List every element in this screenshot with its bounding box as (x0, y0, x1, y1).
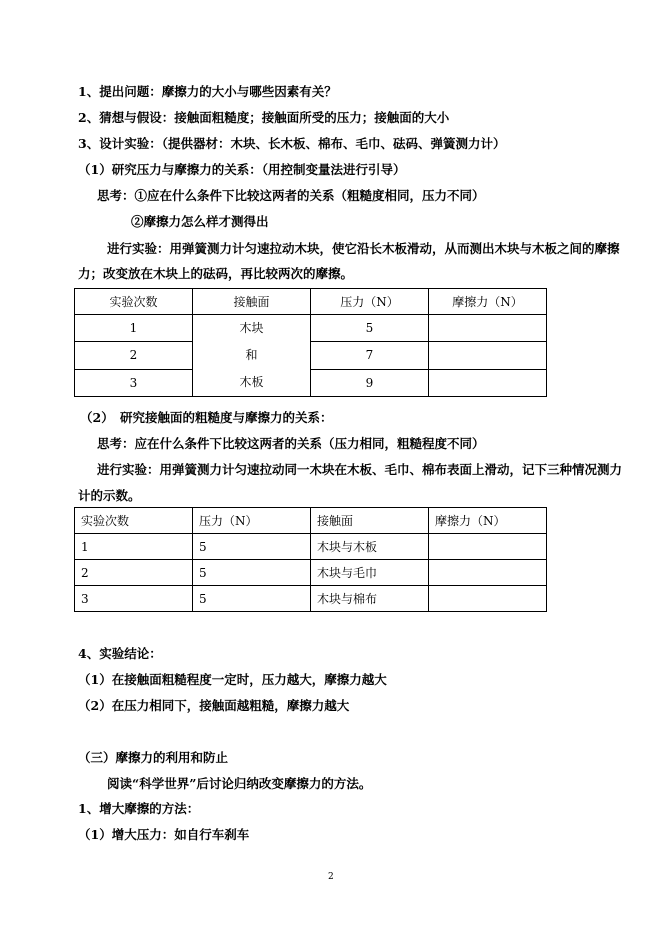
experiment1-line: 进行实验：用弹簧测力计匀速拉动木块，使它沿长木板滑动，从而测出木块与木板之间的摩擦 (107, 241, 620, 256)
think1-line: 思考：①应在什么条件下比较这两者的关系（粗糙度相同，压力不同） (97, 188, 485, 203)
table-row (75, 342, 547, 369)
table-header-cell: 压力（N） (311, 289, 429, 315)
section3-heading: （三）摩擦力的利用和防止 (78, 750, 229, 765)
reading-line: 阅读“科学世界”后讨论归纳改变摩擦力的方法。 (107, 776, 372, 791)
friction-cell (429, 586, 547, 612)
question-line: 1、提出问题：摩擦力的大小与哪些因素有关？ (78, 84, 337, 99)
trial-cell: 2 (75, 342, 193, 369)
table-header-cell: 实验次数 (75, 508, 193, 534)
increase-pressure-line: （1）增大压力：如自行车刹车 (78, 827, 250, 842)
table-header-cell: 实验次数 (75, 289, 193, 315)
table-header-row (75, 289, 547, 315)
pressure-cell: 5 (193, 534, 311, 560)
trial-cell: 3 (75, 369, 193, 396)
design-line: 3、设计实验：（提供器材：木块、长木板、棉布、毛巾、砝码、弹簧测力计） (78, 136, 506, 151)
trial-cell: 1 (75, 315, 193, 342)
trial-cell: 3 (75, 586, 193, 612)
think2-line: ②摩擦力怎么样才测得出 (131, 214, 269, 229)
increase-friction-heading: 1、增大摩擦的方法： (78, 801, 200, 816)
friction-cell (429, 560, 547, 586)
table-row (75, 586, 547, 612)
page-number: 2 (328, 872, 334, 882)
trial-cell: 1 (75, 534, 193, 560)
table-row (75, 315, 547, 342)
table-header-cell: 压力（N） (193, 508, 311, 534)
pressure-table (74, 288, 547, 397)
surface-merged-cell (193, 315, 311, 397)
pressure-cell: 5 (193, 586, 311, 612)
think3-line: 思考：应在什么条件下比较这两者的关系（压力相同，粗糙程度不同） (97, 436, 485, 451)
surface-line: 木板 (239, 375, 264, 389)
experiment2-line: 进行实验：用弹簧测力计匀速拉动同一木块在木板、毛巾、棉布表面上滑动，记下三种情况测力 (97, 462, 623, 477)
table-header-row (75, 508, 547, 534)
hypothesis-line: 2、猜想与假设：接触面粗糙度；接触面所受的压力；接触面的大小 (78, 110, 450, 125)
surface-cell: 木块与毛巾 (311, 560, 429, 586)
experiment2-cont: 计的示数。 (78, 488, 141, 503)
pressure-cell: 9 (311, 369, 429, 396)
conclusion-heading: 4、实验结论： (78, 646, 162, 661)
table-row (75, 369, 547, 396)
friction-cell (429, 342, 547, 369)
study1-heading: （1）研究压力与摩擦力的关系：（用控制变量法进行引导） (78, 162, 406, 177)
friction-cell (429, 369, 547, 396)
table-row (75, 534, 547, 560)
table-row (75, 560, 547, 586)
surface-line: 和 (245, 348, 258, 362)
roughness-table (74, 507, 547, 612)
pressure-cell: 5 (193, 560, 311, 586)
study2-heading: （2） 研究接触面的粗糙度与摩擦力的关系： (80, 410, 333, 425)
table-header-cell: 摩擦力（N） (429, 508, 547, 534)
table-header-cell: 接触面 (311, 508, 429, 534)
surface-line: 木块 (239, 321, 264, 335)
table-header-cell: 接触面 (193, 289, 311, 315)
conclusion-2: （2）在压力相同下，接触面越粗糙，摩擦力越大 (78, 698, 350, 713)
table-header-cell: 摩擦力（N） (429, 289, 547, 315)
conclusion-1: （1）在接触面粗糙程度一定时，压力越大，摩擦力越大 (78, 672, 387, 687)
pressure-cell: 7 (311, 342, 429, 369)
experiment1-cont: 力；改变放在木块上的砝码，再比较两次的摩擦。 (78, 266, 354, 281)
friction-cell (429, 534, 547, 560)
friction-cell (429, 315, 547, 342)
pressure-cell: 5 (311, 315, 429, 342)
surface-cell: 木块与木板 (311, 534, 429, 560)
trial-cell: 2 (75, 560, 193, 586)
surface-cell: 木块与棉布 (311, 586, 429, 612)
